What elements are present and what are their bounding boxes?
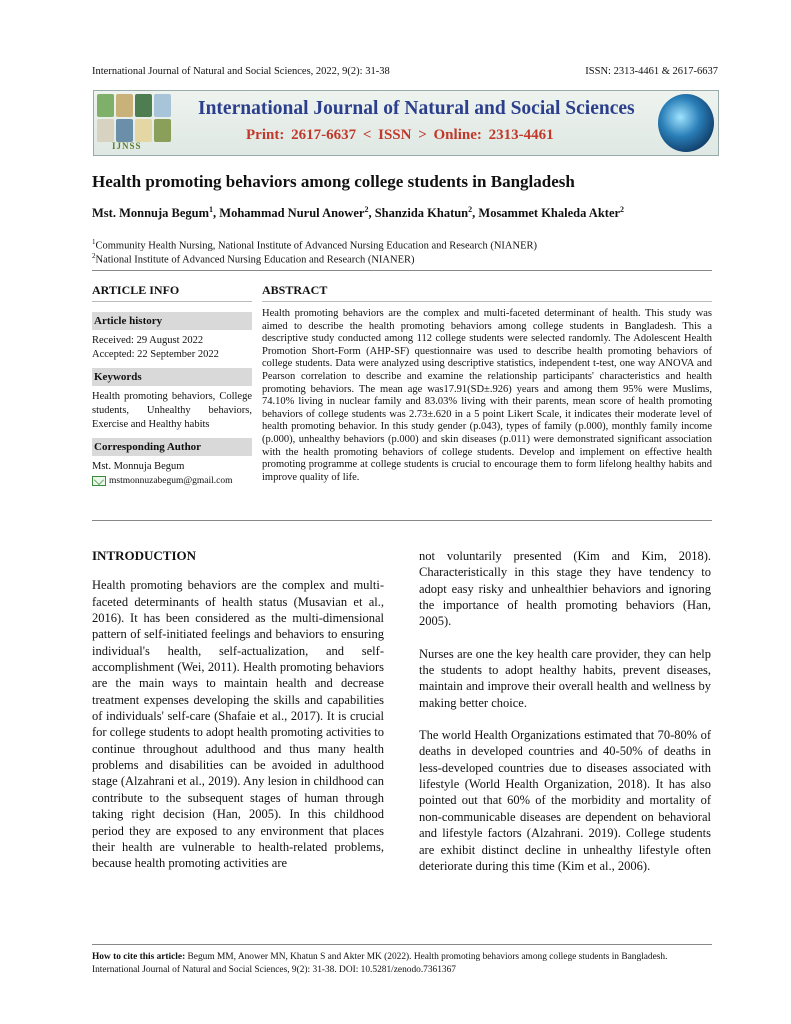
envelope-icon bbox=[92, 476, 106, 486]
affiliation-text: National Institute of Advanced Nursing Education and Research (NIANER) bbox=[95, 254, 415, 266]
corresponding-author-name: Mst. Monnuja Begum bbox=[92, 461, 185, 472]
received-date: Received: 29 August 2022 bbox=[92, 335, 204, 346]
body-column-left bbox=[92, 548, 384, 888]
article-history bbox=[92, 330, 252, 368]
divider bbox=[92, 520, 712, 521]
banner-photo-collage bbox=[97, 94, 171, 142]
abstract-panel bbox=[262, 280, 712, 484]
journal-abbrev: IJNSS bbox=[112, 141, 142, 151]
article-history-heading: Article history bbox=[92, 312, 252, 330]
corresponding-author-heading: Corresponding Author bbox=[92, 438, 252, 456]
body-paragraph: Nurses are one the key health care provider, they can help the students to adopt healthy habits, prevent diseases, maintain and improve their overall health and wellness by making better choice. bbox=[419, 646, 711, 710]
running-head bbox=[92, 66, 718, 80]
abstract-heading: ABSTRACT bbox=[262, 280, 712, 302]
author-name: Mst. Monnuja Begum$^1$, bbox=[92, 205, 220, 221]
corresponding-author bbox=[92, 456, 252, 494]
author-name: Mohammad Nurul Anower$^2$, bbox=[219, 205, 375, 221]
abstract-text: Health promoting behaviors are the complex and multi-faceted determinant of health. This study was aimed to describe the health promoting behaviors among college students in Bangladesh. This a descriptive study conducted among 112 college students were selected randomly. The Adolescent Health Promotion Short-Form (AHP-SF) questionnaire was used to describe health promoting behaviors of college students. Data were analyzed using descriptive statistics, independent t-test, one way ANOVA and Pearson correlation to describe and examine the relationship participants' characteristics and health promoting behaviors. The mean age was17.91(SD±.926) years and among them 95% were Muslims, 74.10% living in nuclear family and 83.03% living with their parents, mean score of health promoting behaviors of college students was 2.73±.620 in a 5 point Likert Scale, it indicates their moderate level of health promoting behavior. In this study gender (p.043), types of family (p.000), monthly family income (p.000), unhealthy behaviors (p.000) and skin diseases (p.011) were demonstrated significant association with the health promoting behaviors of college students. Develop and implement on effective health promoting programme at college students is crucial to encourage them to form lifelong healthy habits and improve quality of life. bbox=[262, 308, 712, 483]
cite-label: How to cite this article: bbox=[92, 952, 186, 962]
journal-citation-header: International Journal of Natural and Social Sciences, 2022, 9(2): 31-38 bbox=[92, 66, 390, 77]
article-title: Health promoting behaviors among college students in Bangladesh bbox=[92, 172, 575, 191]
author-name: Mosammet Khaleda Akter$^2$ bbox=[478, 205, 625, 221]
cite-text: Begum MM, Anower MN, Khatun S and Akter MK (2022). Health promoting behaviors among college students in Bangladesh. International Journal of Natural and Social Sciences, 9(2): 31-38. DOI: 10.5281/zenodo.7361367 bbox=[92, 952, 668, 975]
journal-banner-issn: Print: 2617-6637 < ISSN > Online: 2313-4461 bbox=[246, 127, 554, 143]
body-paragraph: Health promoting behaviors are the complex and multi-faceted determinants of health status (Musavian et al., 2016). It has been considered as the multi-dimensional pattern of self-initiated feelings and behaviors to ensuring individual's health, self-actualization, and self-accomplishment (Wei, 2011). Health promoting behaviors are the main ways to maintain health and decrease treatment expenses developing the skills and capabilities of individuals' self-care (Shafaie et al., 2017). It is crucial for college students to adopt health promoting activities to continue throughout adulthood and thus many health problems and disabilities can be avoided in adulthood stage (Alzahrani et al., 2019). Any lesion in childhood can contribute to the subsequent stages of human through taking right decision (Han, 2005). In this childhood period they are exposed to any environment that places their health are vulnerable to health-related problems, because health promoting activities are bbox=[92, 578, 384, 871]
author-name: Shanzida Khatun$^2$, bbox=[374, 205, 479, 221]
divider bbox=[92, 944, 712, 945]
email-row bbox=[92, 474, 252, 488]
affiliation-1 bbox=[92, 238, 537, 252]
how-to-cite bbox=[92, 951, 714, 977]
article-info-heading: ARTICLE INFO bbox=[92, 280, 252, 302]
body-paragraph: not voluntarily presented (Kim and Kim, 2018). Characteristically in this stage they have tendency to adopt easy risky and unhealthier behaviors and ignoring the importance of health promoting behaviors (Han, 2005). bbox=[419, 549, 711, 629]
journal-banner bbox=[93, 90, 719, 156]
keywords-text: Health promoting behaviors, College students, Unhealthy behaviors, Exercise and Healthy habits bbox=[92, 391, 252, 430]
affiliation-marker: 2 bbox=[92, 252, 96, 260]
body-column-right bbox=[419, 548, 711, 890]
globe-logo-icon bbox=[658, 94, 714, 152]
body-paragraph: The world Health Organizations estimated that 70-80% of deaths in developed countries and 40-50% of deaths in less-developed countries due to diseases associated with lifestyle (World Health Organization, 2018). It has also pointed out that 60% of the morbidity and mortality of non-communicable diseases are dependent on behavioral and lifestyle factors (Alzahrani. 2019). College students are exhibit distinct decline in unhealthy lifestyle often deteriorate during this time (Kim et al., 2006). bbox=[419, 728, 711, 873]
author-email-link[interactable]: mstmonnuzabegum@gmail.com bbox=[109, 476, 233, 486]
journal-banner-title: International Journal of Natural and Social Sciences bbox=[198, 98, 635, 119]
affiliation-text: Community Health Nursing, National Institute of Advanced Nursing Education and Research (NIANER) bbox=[95, 240, 537, 252]
article-info-panel bbox=[92, 280, 252, 494]
affiliation-marker: 1 bbox=[92, 238, 96, 246]
introduction-heading: INTRODUCTION bbox=[92, 548, 197, 563]
author-list bbox=[92, 205, 624, 221]
accepted-date: Accepted: 22 September 2022 bbox=[92, 349, 219, 360]
affiliation-2 bbox=[92, 252, 415, 266]
divider bbox=[92, 270, 712, 271]
keywords-heading: Keywords bbox=[92, 368, 252, 386]
issn-header: ISSN: 2313-4461 & 2617-6637 bbox=[585, 66, 718, 77]
